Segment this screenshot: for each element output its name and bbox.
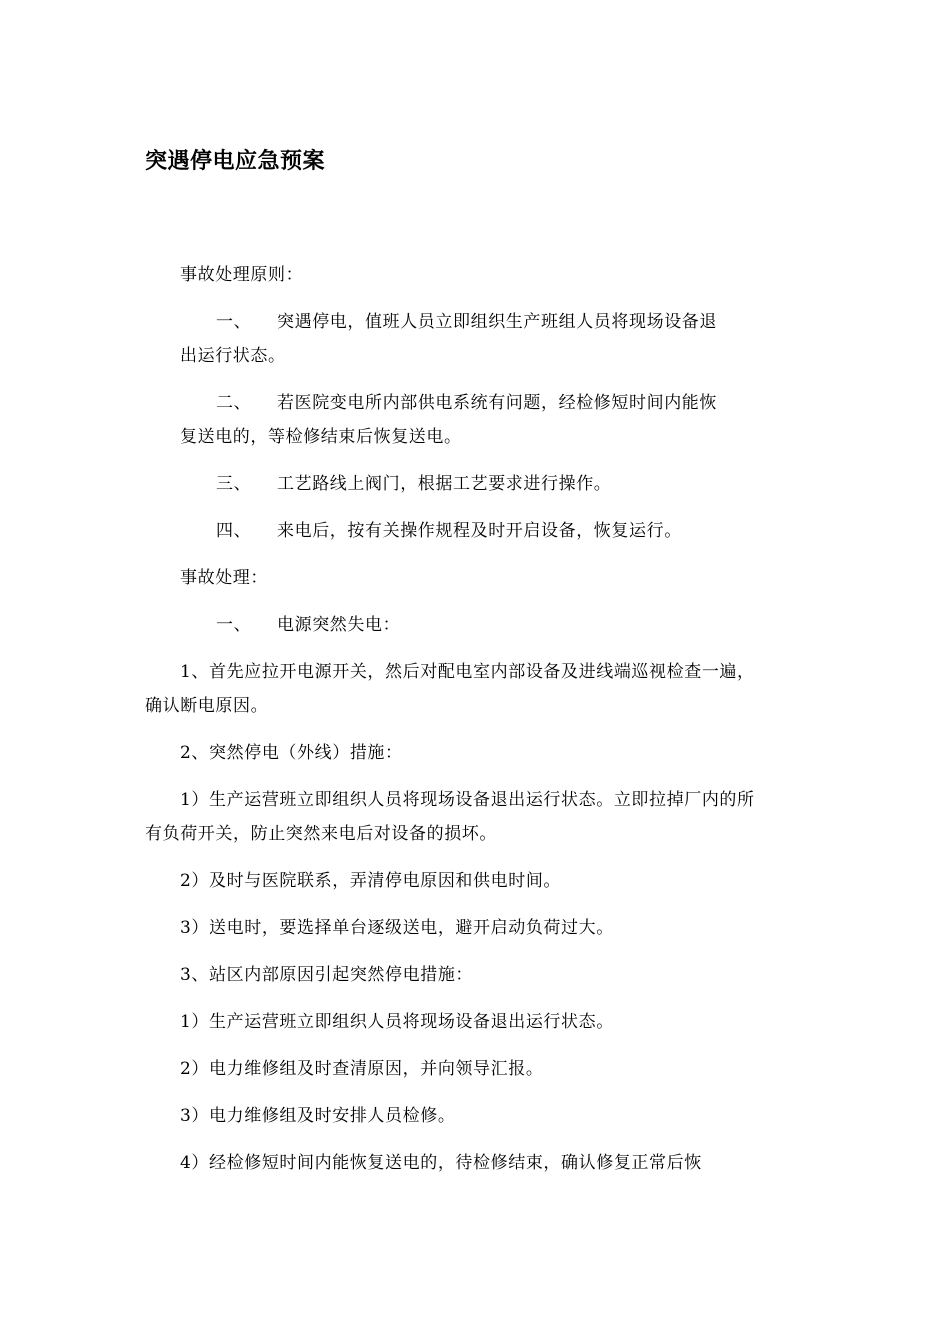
paragraph-step-1: 1、首先应拉开电源开关，然后对配电室内部设备及进线端巡视检查一遍，确认断电原因。 <box>145 662 755 716</box>
principle-item-2 <box>145 386 767 420</box>
document-body <box>145 258 767 1193</box>
handling-heading: 事故处理： <box>180 568 268 588</box>
section-one-heading <box>145 608 767 642</box>
principle-item-3 <box>145 467 767 501</box>
principle-text: 工艺路线上阀门，根据工艺要求进行操作。 <box>277 474 612 494</box>
principle-number: 二、 <box>216 393 252 413</box>
paragraph-step-3-4: 4）经检修短时间内能恢复送电的，待检修结束，确认修复正常后恢 <box>180 1153 702 1173</box>
section-text: 电源突然失电： <box>277 615 401 635</box>
principle-number: 一、 <box>216 312 252 332</box>
principle-text: 若医院变电所内部供电系统有问题，经检修短时间内能恢 <box>277 393 717 413</box>
principle-number: 四、 <box>216 521 252 541</box>
paragraph-step-2-1: 1）生产运营班立即组织人员将现场设备退出运行状态。立即拉掉厂内的所有负荷开关，防止突然来电后对设备的损坏。 <box>145 790 755 844</box>
paragraph-step-3-1: 1）生产运营班立即组织人员将现场设备退出运行状态。 <box>180 1012 614 1032</box>
principle-continuation: 出运行状态。 <box>180 346 286 366</box>
principle-continuation: 复送电的，等检修结束后恢复送电。 <box>180 427 462 447</box>
principle-text: 来电后，按有关操作规程及时开启设备，恢复运行。 <box>277 521 682 541</box>
principle-number: 三、 <box>216 474 252 494</box>
principle-text: 突遇停电，值班人员立即组织生产班组人员将现场设备退 <box>277 312 717 332</box>
paragraph-step-2-heading: 2、突然停电（外线）措施： <box>180 743 403 763</box>
section-number: 一、 <box>216 615 252 635</box>
paragraph-step-3-2: 2）电力维修组及时查清原因，并向领导汇报。 <box>180 1059 544 1079</box>
principle-item-1 <box>145 305 767 339</box>
paragraph-step-2-3: 3）送电时，要选择单台逐级送电，避开启动负荷过大。 <box>180 918 614 938</box>
document-title: 突遇停电应急预案 <box>145 149 326 174</box>
principles-heading: 事故处理原则： <box>180 265 304 285</box>
paragraph-step-3-3: 3）电力维修组及时安排人员检修。 <box>180 1106 456 1126</box>
paragraph-step-3-heading: 3、站区内部原因引起突然停电措施： <box>180 965 474 985</box>
paragraph-step-2-2: 2）及时与医院联系，弄清停电原因和供电时间。 <box>180 871 562 891</box>
principle-item-4 <box>145 514 767 548</box>
